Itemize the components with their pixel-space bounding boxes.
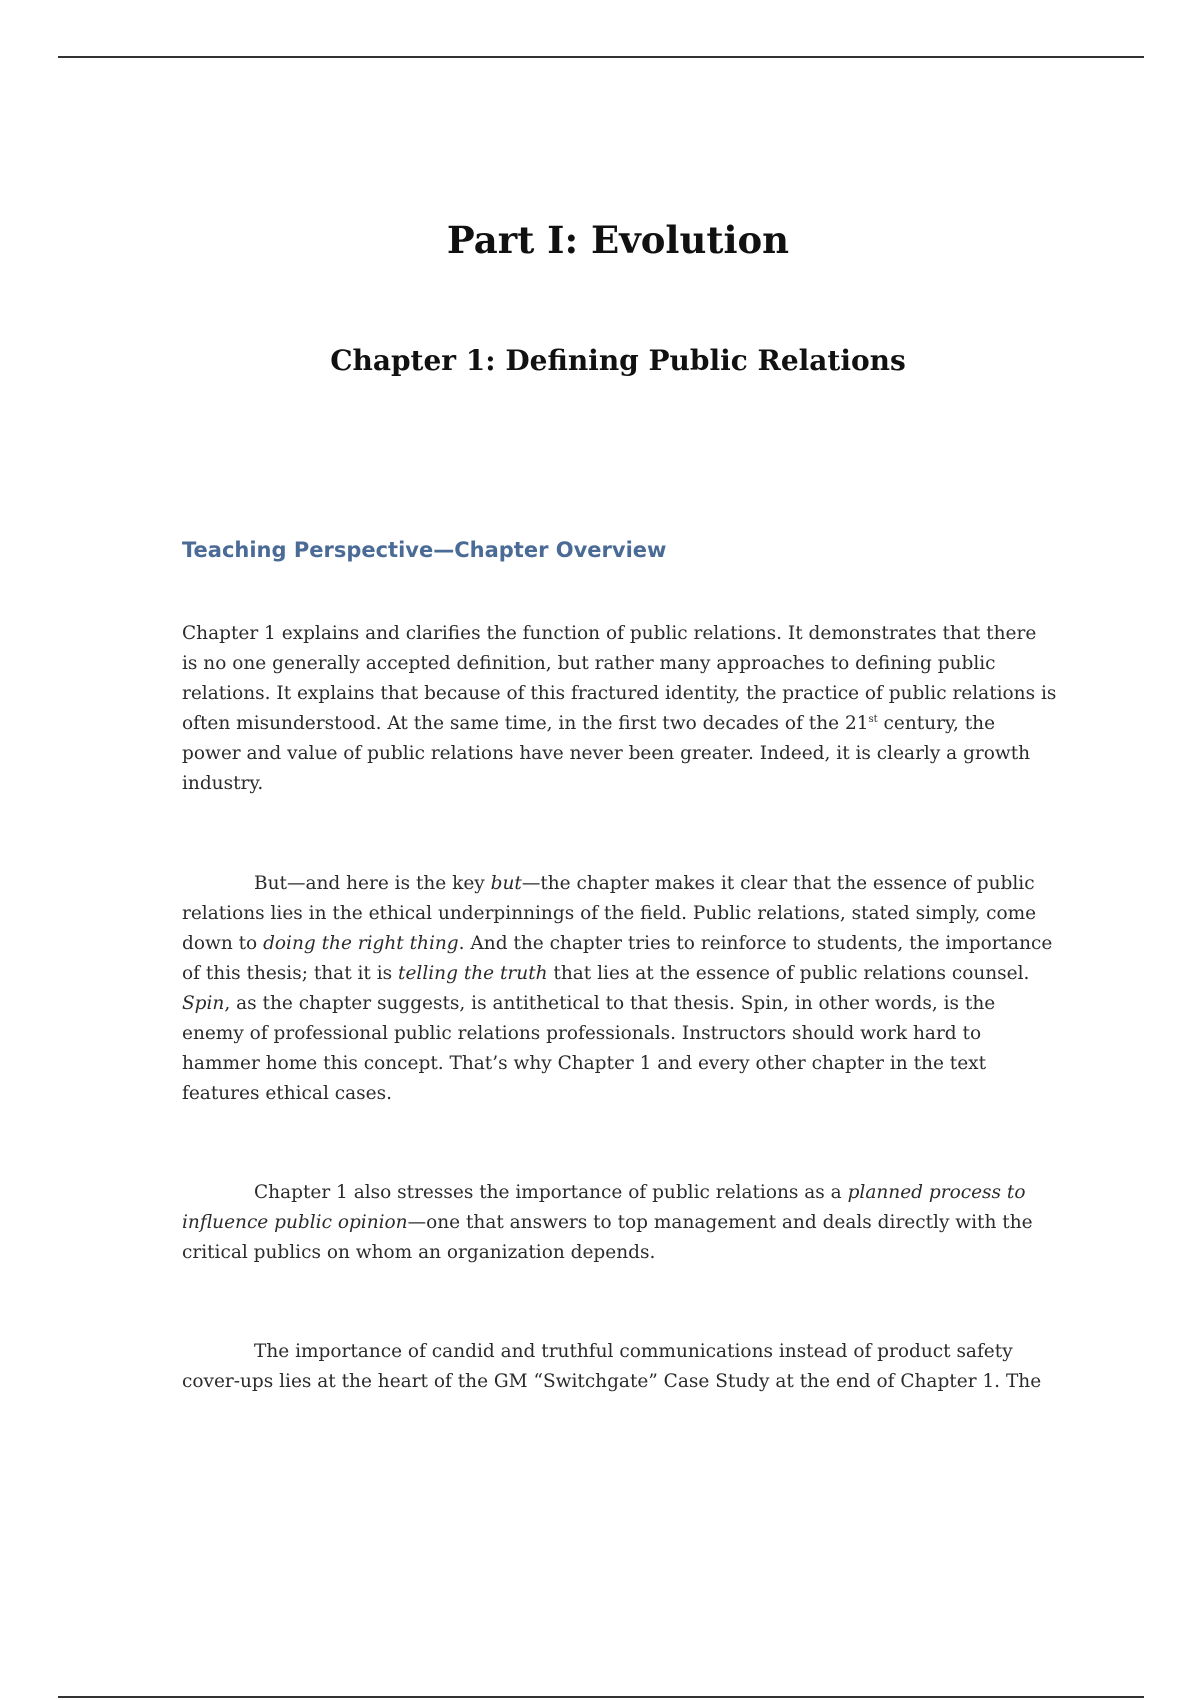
paragraph-text: Chapter 1 explains and clarifies the function of public relations. It demonstrates that there is no one generally accepted definition, but rather many approaches to defining public relations. It explains that because of this fractured identity, the practice of public relations is often misunderstood. At the same time, in the first two decades of the 21	[182, 623, 1057, 734]
emphasis-text: Spin	[182, 993, 225, 1014]
paragraph-text: . And the chapter tries to reinforce to students, the importance of this thesis; that it is	[182, 933, 1053, 984]
paragraph-overview	[182, 619, 1057, 799]
paragraph-text: —one that answers to top management and deals directly with the critical publics on whom an organization depends.	[182, 1212, 1033, 1263]
emphasis-text: planned process to influence public opinion	[182, 1182, 1026, 1233]
part-title: Part I: Evolution	[446, 218, 790, 262]
paragraph-text: that lies at the essence of public relations counsel.	[547, 963, 1030, 984]
section-heading: Teaching Perspective—Chapter Overview	[182, 538, 667, 562]
bottom-rule	[58, 1696, 1144, 1698]
paragraph-text: , as the chapter suggests, is antithetical to that thesis. Spin, in other words, is the enemy of professional public relations professionals. Instructors should work hard to hammer home this concept. That’s why Chapter 1 and every other chapter in the text features ethical cases.	[182, 993, 996, 1104]
top-rule	[58, 56, 1144, 58]
emphasis-text: but	[490, 873, 522, 894]
chapter-title: Chapter 1: Defining Public Relations	[330, 344, 906, 377]
paragraph-case-study: The importance of candid and truthful communications instead of product safety cover-ups lies at the heart of the GM “Switchgate” Case Study at the end of Chapter 1. The	[182, 1341, 1042, 1392]
emphasis-text: doing the right thing	[263, 933, 459, 954]
paragraph-planned-process	[182, 1178, 1057, 1268]
paragraph-text: —the chapter makes it clear that the essence of public relations lies in the ethical underpinnings of the field. Public relations, stated simply, come down to	[182, 873, 1037, 954]
paragraph-text: Chapter 1 also stresses the importance of public relations as a	[254, 1182, 848, 1203]
paragraph-text: But—and here is the key	[254, 873, 491, 894]
emphasis-text: telling the truth	[398, 963, 548, 984]
paragraph-text: century, the power and value of public relations have never been greater. Indeed, it is clearly a growth industry.	[182, 713, 1031, 794]
superscript-st: st	[868, 713, 878, 725]
paragraph-ethics	[182, 869, 1057, 1109]
